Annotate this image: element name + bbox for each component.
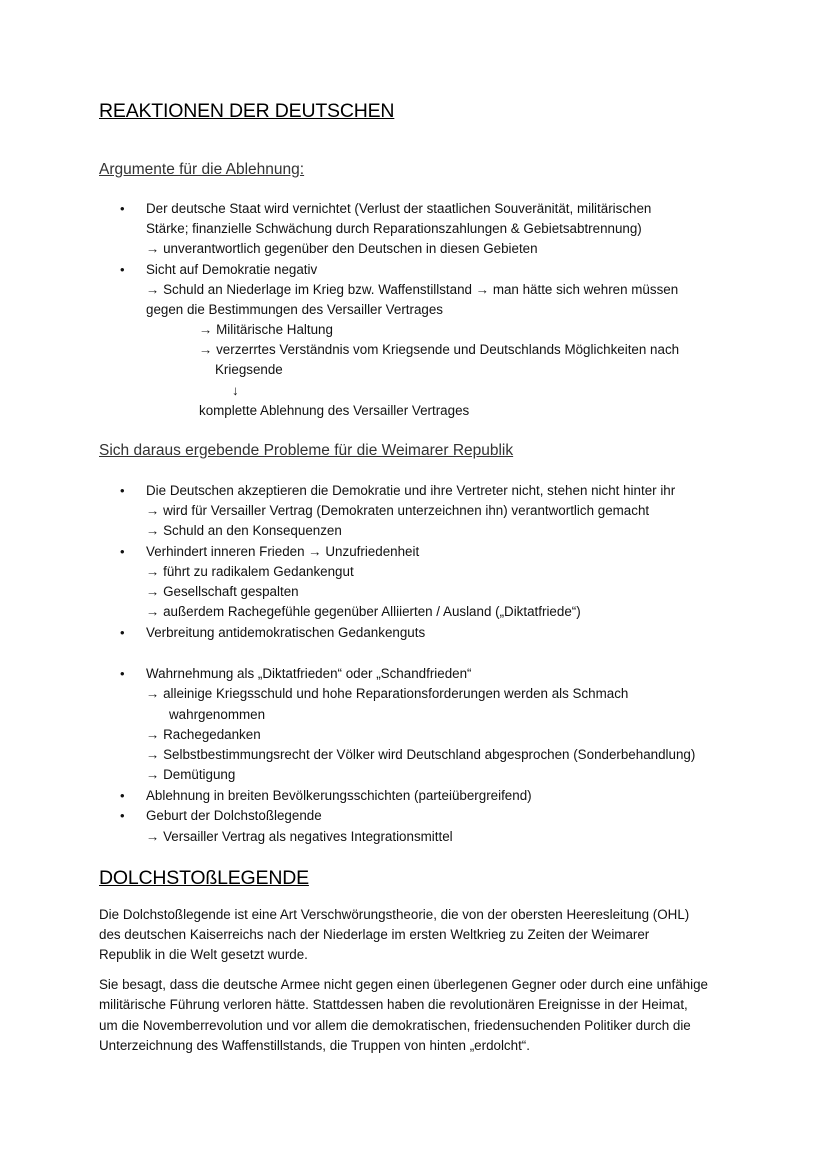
text-line: → Rachegedanken <box>146 727 261 742</box>
bullet-icon: • <box>120 201 125 216</box>
paragraph-line: Republik in die Welt gesetzt wurde. <box>99 947 308 962</box>
text-line: gegen die Bestimmungen des Versailler Vertrages <box>146 302 443 317</box>
text-line: Die Deutschen akzeptieren die Demokratie und ihre Vertreter nicht, stehen nicht hinter ihr <box>146 483 676 498</box>
text-line: → Selbstbestimmungsrecht der Völker wird Deutschland abgesprochen (Sonderbehandlung) <box>146 747 696 762</box>
text-line: → führt zu radikalem Gedankengut <box>146 564 354 579</box>
page-title: REAKTIONEN DER DEUTSCHEN <box>99 100 395 122</box>
section-heading-arguments: Argumente für die Ablehnung: <box>99 161 305 178</box>
text-line: → Schuld an Niederlage im Krieg bzw. Waffenstillstand → man hätte sich wehren müssen <box>146 282 679 297</box>
bullet-icon: • <box>120 788 125 803</box>
text-line: Ablehnung in breiten Bevölkerungsschichten (parteiübergreifend) <box>146 788 532 803</box>
paragraph-line: militärische Führung verloren hätte. Stattdessen haben die revolutionären Ereignisse in der Heimat, <box>99 997 688 1012</box>
text-line: → alleinige Kriegsschuld und hohe Reparationsforderungen werden als Schmach <box>146 686 629 701</box>
text-line: Kriegsende <box>215 362 283 377</box>
text-line: Der deutsche Staat wird vernichtet (Verlust der staatlichen Souveränität, militärischen <box>146 201 652 216</box>
text-line: Geburt der Dolchstoßlegende <box>146 808 322 823</box>
paragraph-line: Die Dolchstoßlegende ist eine Art Verschwörungstheorie, die von der obersten Heeresleitung (OHL) <box>99 907 690 922</box>
text-line: → Demütigung <box>146 767 236 782</box>
text-line: → Militärische Haltung <box>199 322 333 337</box>
text-line: → verzerrtes Verständnis vom Kriegsende und Deutschlands Möglichkeiten nach <box>199 342 680 357</box>
text-line: → wird für Versailler Vertrag (Demokraten unterzeichnen ihn) verantwortlich gemacht <box>146 503 650 518</box>
bullet-icon: • <box>120 808 125 823</box>
paragraph-line: um die Novemberrevolution und vor allem die demokratischen, friedensuchenden Politiker durch die <box>99 1018 691 1033</box>
text-line: → Schuld an den Konsequenzen <box>146 523 342 538</box>
paragraph-line: des deutschen Kaiserreichs nach der Niederlage im ersten Weltkrieg zu Zeiten der Weimarer <box>99 927 650 942</box>
down-arrow-icon: ↓ <box>232 383 239 398</box>
text-line: Verhindert inneren Frieden → Unzufriedenheit <box>146 544 420 559</box>
text-line: Wahrnehmung als „Diktatfrieden“ oder „Schandfrieden“ <box>146 666 472 681</box>
bullet-icon: • <box>120 262 125 277</box>
bullet-icon: • <box>120 544 125 559</box>
text-line: komplette Ablehnung des Versailler Vertrages <box>199 403 470 418</box>
bullet-icon: • <box>120 625 125 640</box>
text-line: Stärke; finanzielle Schwächung durch Reparationszahlungen & Gebietsabtrennung) <box>146 221 642 236</box>
section-heading-dolchstoss: DOLCHSTOßLEGENDE <box>99 867 309 889</box>
text-line: Sicht auf Demokratie negativ <box>146 262 318 277</box>
text-line: → außerdem Rachegefühle gegenüber Alliierten / Ausland („Diktatfriede“) <box>146 604 581 619</box>
bullet-icon: • <box>120 483 125 498</box>
text-line: → Gesellschaft gespalten <box>146 584 299 599</box>
text-line: Verbreitung antidemokratischen Gedankenguts <box>146 625 426 640</box>
text-line: → unverantwortlich gegenüber den Deutschen in diesen Gebieten <box>146 241 538 256</box>
paragraph-line: Sie besagt, dass die deutsche Armee nicht gegen einen überlegenen Gegner oder durch eine unfähige <box>99 977 708 992</box>
text-line: → Versailler Vertrag als negatives Integrationsmittel <box>146 829 453 844</box>
bullet-icon: • <box>120 666 125 681</box>
text-line: wahrgenommen <box>169 707 266 722</box>
paragraph-line: Unterzeichnung des Waffenstillstands, die Truppen von hinten „erdolcht“. <box>99 1038 530 1053</box>
section-heading-problems: Sich daraus ergebende Probleme für die Weimarer Republik <box>99 442 514 459</box>
